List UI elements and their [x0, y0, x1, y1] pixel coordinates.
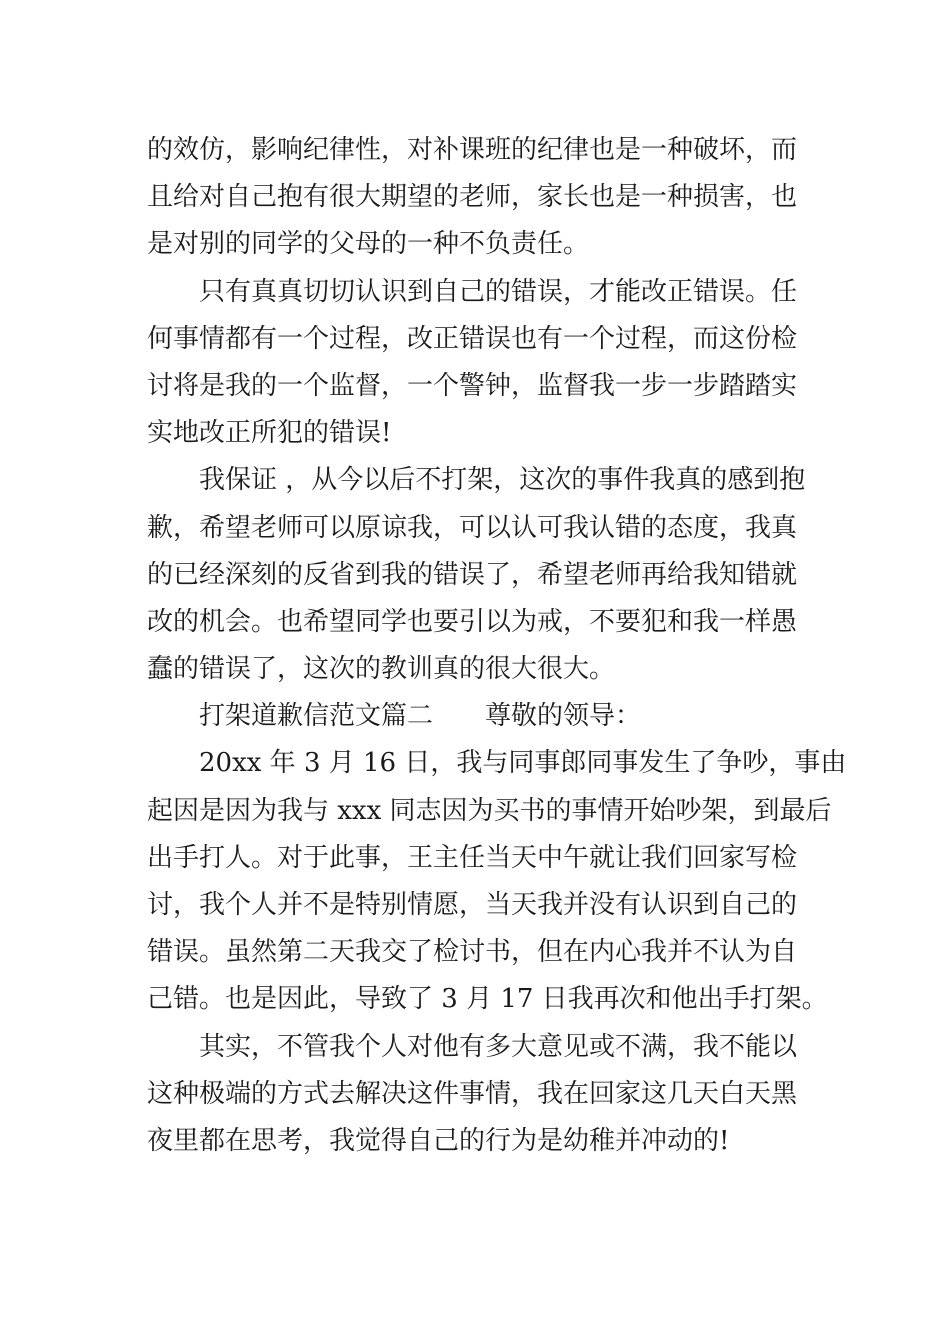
text-line: 讨将是我的一个监督，一个警钟，监督我一步一步踏踏实 [147, 370, 798, 401]
text-line: 实地改正所犯的错误! [147, 418, 392, 449]
paragraph-2 [147, 269, 807, 458]
text-line: 20xx 年 3 月 16 日，我与同事郎同事发生了争吵，事由 [199, 748, 847, 779]
paragraph-4-heading [147, 693, 807, 740]
text-line: 是对别的同学的父母的一种不负责任。 [147, 229, 590, 260]
text-line: 改的机会。也希望同学也要引以为戒，不要犯和我一样愚 [147, 606, 798, 637]
text-line: 的已经深刻的反省到我的错误了，希望老师再给我知错就 [147, 559, 798, 590]
paragraph-6 [147, 1024, 807, 1166]
paragraph-3 [147, 457, 807, 693]
paragraph-1 [147, 127, 807, 269]
text-line: 歉，希望老师可以原谅我，可以认可我认错的态度，我真 [147, 512, 798, 543]
section-heading-line: 打架道歉信范文篇二 尊敬的领导： [199, 701, 642, 732]
text-line: 这种极端的方式去解决这件事情，我在回家这几天白天黑 [147, 1078, 798, 1109]
text-line: 讨，我个人并不是特别情愿，当天我并没有认识到自己的 [147, 890, 798, 920]
text-line: 且给对自己抱有很大期望的老师，家长也是一种损害，也 [147, 182, 798, 213]
text-line: 己错。也是因此，导致了 3 月 17 日我再次和他出手打架。 [147, 984, 828, 1015]
text-line: 我保证 ，从今以后不打架，这次的事件我真的感到抱 [199, 465, 806, 496]
text-line: 夜里都在思考，我觉得自己的行为是幼稚并冲动的! [147, 1125, 730, 1156]
document-body [147, 127, 847, 1165]
text-line: 错误。虽然第二天我交了检讨书，但在内心我并不认为自 [147, 937, 798, 968]
text-line: 何事情都有一个过程，改正错误也有一个过程，而这份检 [147, 323, 798, 354]
paragraph-5 [147, 740, 847, 1023]
text-line: 蠢的错误了，这次的教训真的很大很大。 [147, 654, 616, 685]
text-line: 其实，不管我个人对他有多大意见或不满，我不能以 [199, 1031, 798, 1062]
text-line: 的效仿，影响纪律性，对补课班的纪律也是一种破坏，而 [147, 135, 798, 165]
text-line: 起因是因为我与 xxx 同志因为买书的事情开始吵架，到最后 [147, 795, 832, 826]
text-line: 只有真真切切认识到自己的错误，才能改正错误。任 [199, 276, 798, 307]
text-line: 出手打人。对于此事，王主任当天中午就让我们回家写检 [147, 842, 798, 873]
